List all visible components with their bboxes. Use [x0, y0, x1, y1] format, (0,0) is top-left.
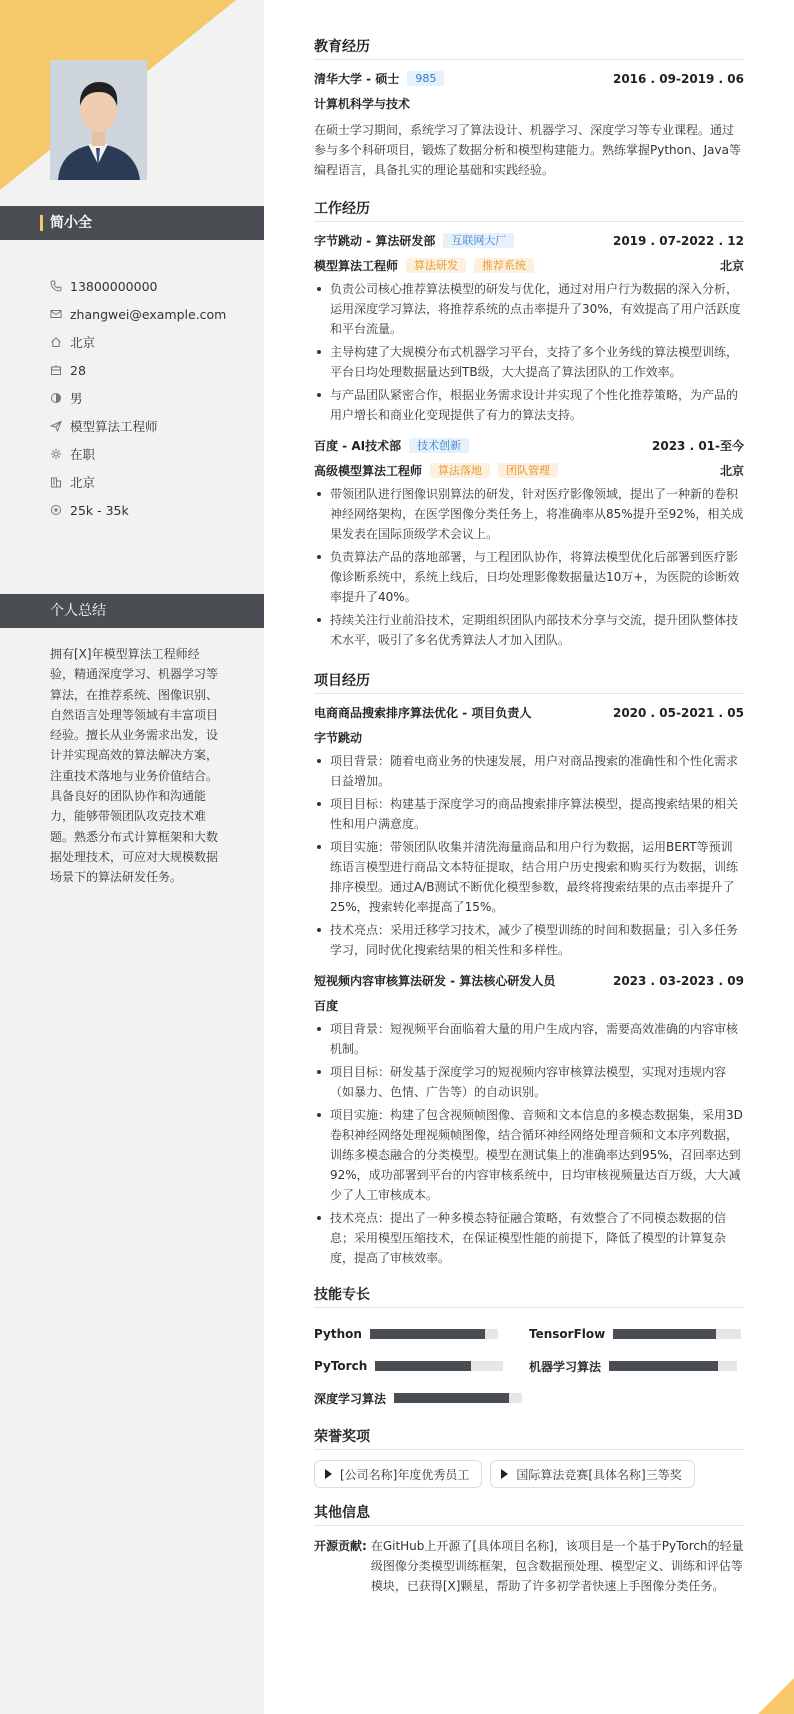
contact-city: [50, 468, 260, 496]
list-item: 负责公司核心推荐算法模型的研发与优化，通过对用户行为数据的深入分析，运用深度学习算法，将推荐系统的点击率提升了30%，有效提高了用户活跃度和平台流量。: [314, 279, 744, 339]
work-company: 百度 - AI技术部: [314, 439, 402, 453]
skill-item: [529, 1318, 744, 1350]
avatar-illustration: [50, 60, 147, 180]
project-header: [314, 972, 744, 989]
mail-icon: [50, 308, 62, 320]
education-major: 计算机科学与技术: [314, 97, 411, 111]
work-role-tag: 算法落地: [430, 463, 490, 478]
status-icon: [50, 448, 62, 460]
education-section: [314, 38, 744, 180]
work-role-tag: 推荐系统: [474, 258, 534, 273]
work-header: [314, 437, 744, 454]
skill-bar: [394, 1393, 522, 1403]
summary-bar: [0, 594, 264, 628]
work-role-tag: 算法研发: [406, 258, 466, 273]
contact-phone-text: 13800000000: [70, 278, 158, 294]
gender-icon: [50, 392, 62, 404]
contact-status: [50, 440, 260, 468]
education-tag: 985: [407, 71, 444, 86]
list-item: 项目背景：短视频平台面临着大量的用户生成内容，需要高效准确的内容审核机制。: [314, 1019, 744, 1059]
list-item: 负责算法产品的落地部署，与工程团队协作，将算法模型优化后部署到医疗影像诊断系统中，系统上线后，日均处理影像数据量达10万+，为医院的诊断效率提升了40%。: [314, 547, 744, 607]
work-role: 模型算法工程师: [314, 259, 399, 273]
work-date: 2023 . 01-至今: [652, 439, 744, 453]
projects-section: [314, 672, 744, 1268]
work-item: [314, 232, 744, 425]
work-city: 北京: [719, 259, 744, 273]
project-bullets: [314, 1019, 744, 1268]
contact-status-text: 在职: [70, 447, 96, 462]
skill-bar-fill: [394, 1393, 509, 1403]
skill-name: TensorFlow: [529, 1327, 606, 1341]
contact-age: [50, 356, 260, 384]
skill-list: [314, 1318, 744, 1414]
contact-list: [50, 272, 260, 524]
contact-salary: [50, 496, 260, 524]
name-accent: [40, 215, 43, 231]
skill-bar: [370, 1329, 498, 1339]
work-role-row: [314, 462, 744, 479]
skill-bar-fill: [613, 1329, 715, 1339]
project-name: 短视频内容审核算法研发 - 算法核心研发人员: [314, 974, 556, 988]
other-item: [314, 1536, 744, 1596]
contact-gender: [50, 384, 260, 412]
skills-title: 技能专长: [314, 1286, 744, 1308]
skill-bar-fill: [375, 1361, 471, 1371]
contact-gender-text: 男: [70, 391, 83, 406]
awards-section: [314, 1428, 744, 1488]
skill-bar-fill: [370, 1329, 485, 1339]
project-item: [314, 704, 744, 960]
award-chip[interactable]: [490, 1460, 694, 1488]
award-list: [314, 1460, 744, 1488]
project-name: 电商商品搜索排序算法优化 - 项目负责人: [314, 706, 532, 720]
sidebar: [0, 0, 264, 1714]
award-label: [公司名称]年度优秀员工: [340, 1467, 470, 1482]
education-school: 清华大学 - 硕士: [314, 72, 400, 86]
list-item: 持续关注行业前沿技术，定期组织团队内部技术分享与交流，提升团队整体技术水平，吸引了多名优秀算法人才加入团队。: [314, 610, 744, 650]
work-date: 2019 . 07-2022 . 12: [612, 233, 744, 248]
education-title: 教育经历: [314, 38, 744, 60]
other-label: 开源贡献:: [314, 1539, 367, 1553]
project-bullets: [314, 751, 744, 960]
skill-item: [529, 1350, 744, 1382]
work-header: [314, 232, 744, 249]
contact-location: [50, 328, 260, 356]
send-icon: [50, 420, 62, 432]
home-icon: [50, 336, 62, 348]
contact-location-text: 北京: [70, 335, 96, 350]
person-name: 简小全: [50, 215, 92, 231]
contact-city-text: 北京: [70, 475, 96, 490]
summary-title: 个人总结: [50, 603, 106, 619]
list-item: 项目实施：带领团队收集并清洗海量商品和用户行为数据，运用BERT等预训练语言模型进行商品文本特征提取，结合用户历史搜索和购买行为数据，训练排序模型。通过A/B测试不断优化模型参数，最终将搜索结果的点击率提升了25%，搜索转化率提高了15%。: [314, 837, 744, 917]
work-title: 工作经历: [314, 200, 744, 222]
skills-section: [314, 1286, 744, 1414]
project-date: 2020 . 05-2021 . 05: [612, 705, 744, 720]
name-bar: [0, 206, 264, 240]
work-company-tag: 技术创新: [409, 438, 469, 453]
skill-name: Python: [314, 1327, 362, 1341]
work-role-row: [314, 257, 744, 274]
education-header: [314, 70, 744, 87]
list-item: 与产品团队紧密合作，根据业务需求设计并实现了个性化推荐策略，为产品的用户增长和商业化变现提供了有力的算法支持。: [314, 385, 744, 425]
skill-item: [314, 1382, 529, 1414]
award-label: 国际算法竞赛[具体名称]三等奖: [516, 1467, 682, 1482]
work-role: 高级模型算法工程师: [314, 464, 423, 478]
skill-item: [314, 1318, 529, 1350]
project-org: 百度: [314, 999, 339, 1013]
salary-icon: [50, 504, 62, 516]
list-item: 技术亮点：采用迁移学习技术，减少了模型训练的时间和数据量；引入多任务学习，同时优化搜索结果的相关性和多样性。: [314, 920, 744, 960]
contact-position: [50, 412, 260, 440]
other-text: 在GitHub上开源了[具体项目名称]，该项目是一个基于PyTorch的轻量级图像分类模型训练框架，包含数据预处理、模型定义、训练和评估等模块，已获得[X]颗星，帮助了许多初学者快速上手图像分类任务。: [370, 1539, 744, 1593]
project-item: [314, 972, 744, 1268]
skill-bar: [375, 1361, 503, 1371]
main-content: [314, 38, 744, 1596]
awards-title: 荣誉奖项: [314, 1428, 744, 1450]
project-date: 2023 . 03-2023 . 09: [612, 973, 744, 988]
work-section: [314, 200, 744, 650]
projects-title: 项目经历: [314, 672, 744, 694]
contact-salary-text: 25k - 35k: [70, 502, 129, 518]
contact-email: [50, 300, 260, 328]
contact-position-text: 模型算法工程师: [70, 419, 158, 434]
skill-bar-fill: [609, 1361, 718, 1371]
award-chip[interactable]: [314, 1460, 482, 1488]
list-item: 项目背景：随着电商业务的快速发展，用户对商品搜索的准确性和个性化需求日益增加。: [314, 751, 744, 791]
skill-bar: [609, 1361, 737, 1371]
contact-age-text: 28: [70, 362, 86, 378]
contact-email-text: zhangwei@example.com: [70, 306, 227, 322]
project-org: 字节跳动: [314, 731, 363, 745]
contact-phone: [50, 272, 260, 300]
age-icon: [50, 364, 62, 376]
work-bullets: [314, 279, 744, 425]
skill-name: 深度学习算法: [314, 1391, 387, 1406]
work-city: 北京: [719, 464, 744, 478]
list-item: 项目实施：构建了包含视频帧图像、音频和文本信息的多模态数据集，采用3D卷积神经网络处理视频帧图像，结合循环神经网络处理音频和文本序列数据，训练多模态融合的分类模型。模型在测试集上的准确率达到95%，召回率达到92%，成功部署到平台的内容审核系统中，日均审核视频量达百万级，大大减少了人工审核成本。: [314, 1105, 744, 1205]
building-icon: [50, 476, 62, 488]
phone-icon: [50, 280, 62, 292]
education-date: 2016 . 09-2019 . 06: [612, 71, 744, 86]
work-company-tag: 互联网大厂: [443, 233, 514, 248]
project-header: [314, 704, 744, 721]
avatar: [50, 60, 147, 180]
work-item: [314, 437, 744, 650]
play-icon: [501, 1469, 508, 1479]
summary-text: 拥有[X]年模型算法工程师经验，精通深度学习、机器学习等算法，在推荐系统、图像识别、自然语言处理等领域有丰富项目经验。擅长从业务需求出发，设计并实现高效的算法解决方案，注重技术落地与业务价值结合。具备良好的团队协作和沟通能力，能够带领团队攻克技术难题。熟悉分布式计算框架和大数据处理技术，可应对大规模数据场景下的算法研发任务。: [50, 647, 219, 885]
list-item: 项目目标：研发基于深度学习的短视频内容审核算法模型，实现对违规内容（如暴力、色情、广告等）的自动识别。: [314, 1062, 744, 1102]
list-item: 项目目标：构建基于深度学习的商品搜索排序算法模型，提高搜索结果的相关性和用户满意度。: [314, 794, 744, 834]
skill-item: [314, 1350, 529, 1382]
skill-name: PyTorch: [314, 1359, 368, 1373]
work-bullets: [314, 484, 744, 650]
list-item: 带领团队进行图像识别算法的研发，针对医疗影像领域，提出了一种新的卷积神经网络架构，在医学图像分类任务上，将准确率从85%提升至92%，相关成果发表在国际顶级学术会议上。: [314, 484, 744, 544]
work-role-tag: 团队管理: [498, 463, 558, 478]
play-icon: [325, 1469, 332, 1479]
education-desc: 在硕士学习期间，系统学习了算法设计、机器学习、深度学习等专业课程。通过参与多个科研项目，锻炼了数据分析和模型构建能力。熟练掌握Python、Java等编程语言，具备扎实的理论基础和实践经验。: [314, 123, 741, 177]
other-title: 其他信息: [314, 1504, 744, 1526]
other-section: [314, 1504, 744, 1596]
corner-decor-triangle: [758, 1678, 794, 1714]
work-company: 字节跳动 - 算法研发部: [314, 234, 436, 248]
list-item: 主导构建了大规模分布式机器学习平台，支持了多个业务线的算法模型训练，平台日均处理数据量达到TB级，大大提高了算法团队的工作效率。: [314, 342, 744, 382]
skill-bar: [613, 1329, 741, 1339]
list-item: 技术亮点：提出了一种多模态特征融合策略，有效整合了不同模态数据的信息；采用模型压缩技术，在保证模型性能的前提下，降低了模型的计算复杂度，提高了审核效率。: [314, 1208, 744, 1268]
skill-name: 机器学习算法: [529, 1359, 602, 1374]
